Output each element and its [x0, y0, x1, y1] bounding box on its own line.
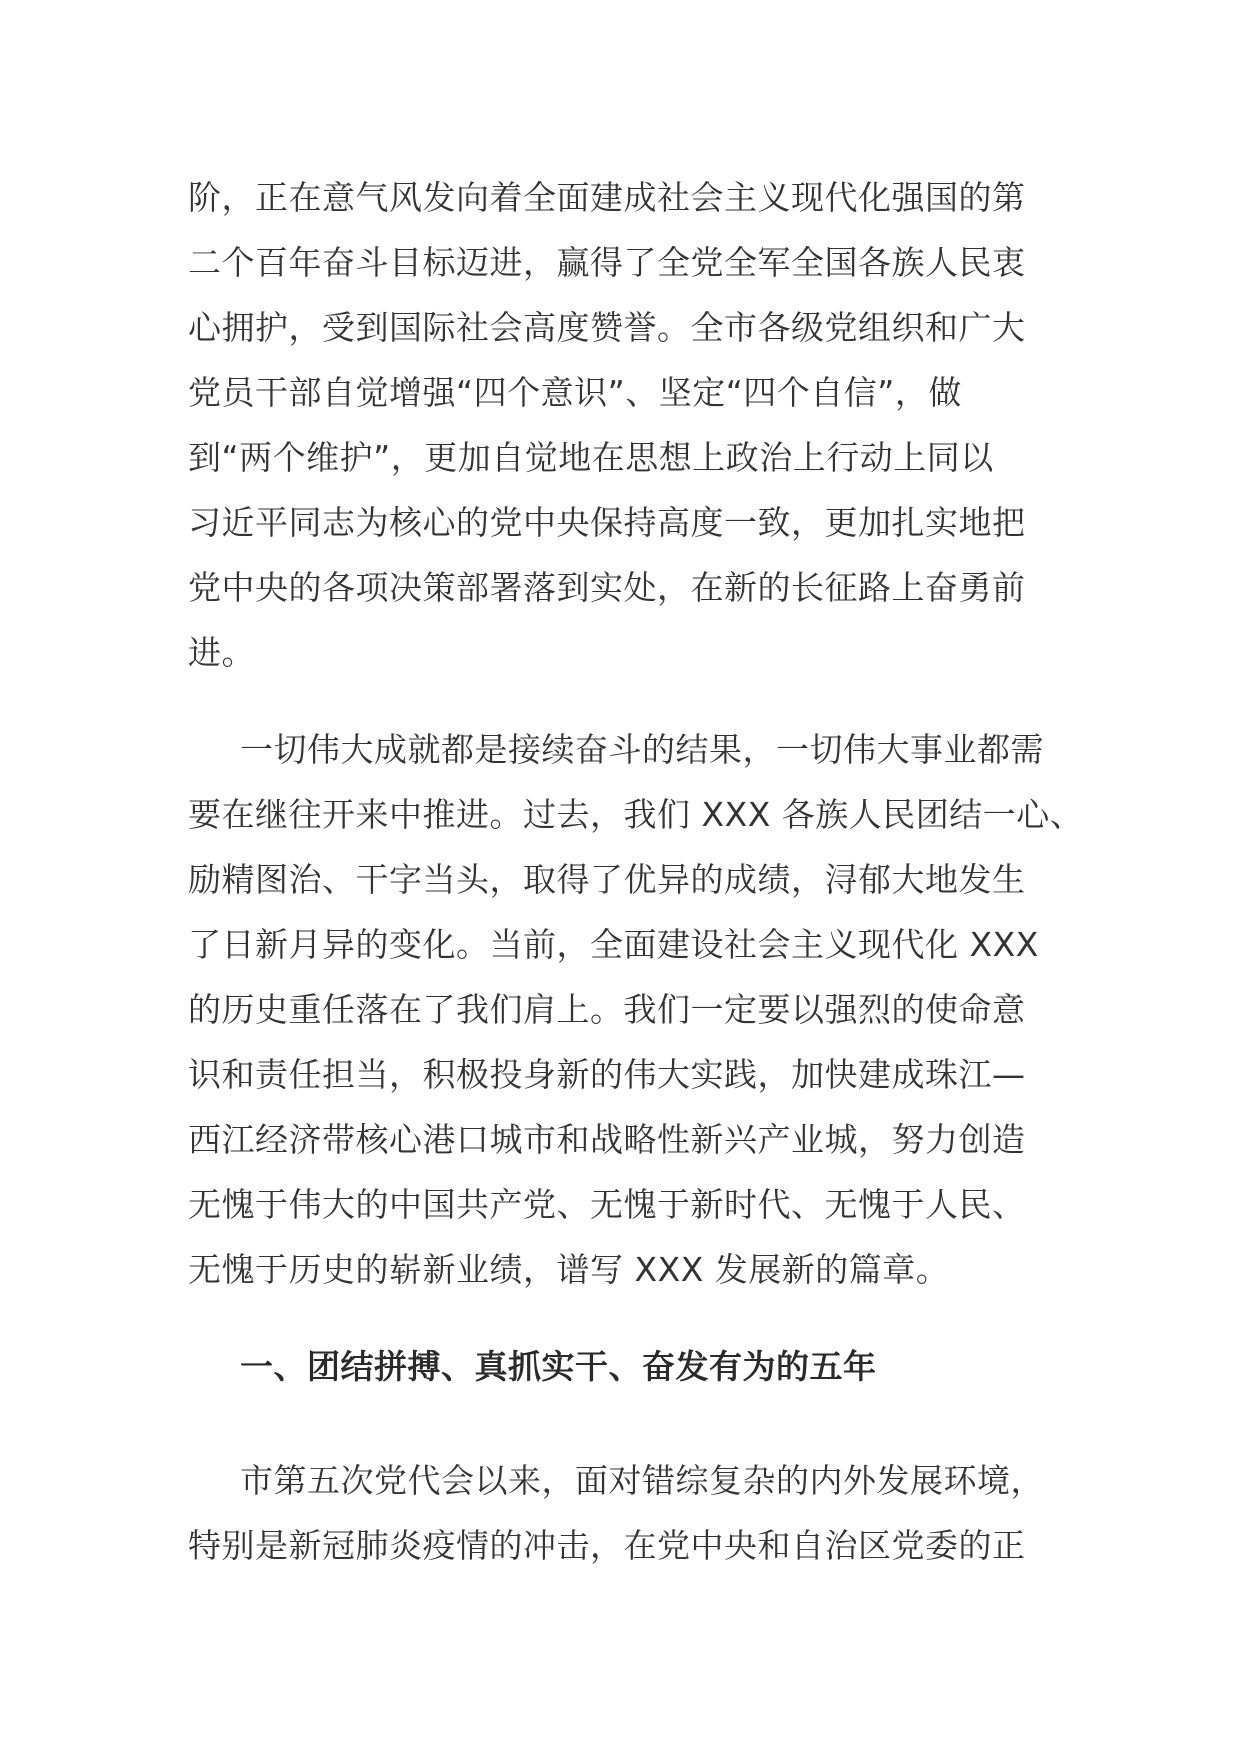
paragraph-line: 到“两个维护”，更加自觉地在思想上政治上行动上同以	[188, 438, 994, 477]
paragraph-line: 一切伟大成就都是接续奋斗的结果，一切伟大事业都需	[240, 730, 1044, 769]
paragraph-line: 要在继往开来中推进。过去，我们 XXX 各族人民团结一心、	[188, 795, 1084, 834]
paragraph-line: 习近平同志为核心的党中央保持高度一致，更加扎实地把	[188, 503, 1026, 542]
section-heading-text: 一、团结拼搏、真抓实干、奋发有为的五年	[240, 1347, 877, 1386]
paragraph-line: 阶，正在意气风发向着全面建成社会主义现代化强国的第	[188, 178, 1026, 217]
paragraph-line: 的历史重任落在了我们肩上。我们一定要以强烈的使命意	[188, 990, 1026, 1029]
paragraph-achievements	[188, 717, 1084, 1302]
section-heading	[188, 1334, 1058, 1399]
paragraph-line: 识和责任担当，积极投身新的伟大实践，加快建成珠江—	[188, 1055, 1026, 1094]
paragraph-line: 二个百年奋斗目标迈进，赢得了全党全军全国各族人民衷	[188, 243, 1026, 282]
paragraph-line: 无愧于伟大的中国共产党、无愧于新时代、无愧于人民、	[188, 1185, 1026, 1224]
paragraph-section-intro	[188, 1448, 1058, 1578]
paragraph-continued	[188, 165, 1058, 685]
paragraph-line: 市第五次党代会以来，面对错综复杂的内外发展环境，	[240, 1461, 1044, 1500]
paragraph-line: 心拥护，受到国际社会高度赞誉。全市各级党组织和广大	[188, 308, 1026, 347]
paragraph-line: 了日新月异的变化。当前，全面建设社会主义现代化 XXX	[188, 925, 1039, 964]
paragraph-line: 进。	[188, 633, 255, 672]
paragraph-line: 党中央的各项决策部署落到实处，在新的长征路上奋勇前	[188, 568, 1026, 607]
paragraph-line: 励精图治、干字当头，取得了优异的成绩，浔郁大地发生	[188, 860, 1026, 899]
paragraph-line: 特别是新冠肺炎疫情的冲击，在党中央和自治区党委的正	[188, 1526, 1026, 1565]
paragraph-line: 党员干部自觉增强“四个意识”、坚定“四个自信”，做	[188, 373, 962, 412]
paragraph-line: 西江经济带核心港口城市和战略性新兴产业城，努力创造	[188, 1120, 1026, 1159]
paragraph-line: 无愧于历史的崭新业绩，谱写 XXX 发展新的篇章。	[188, 1250, 950, 1289]
